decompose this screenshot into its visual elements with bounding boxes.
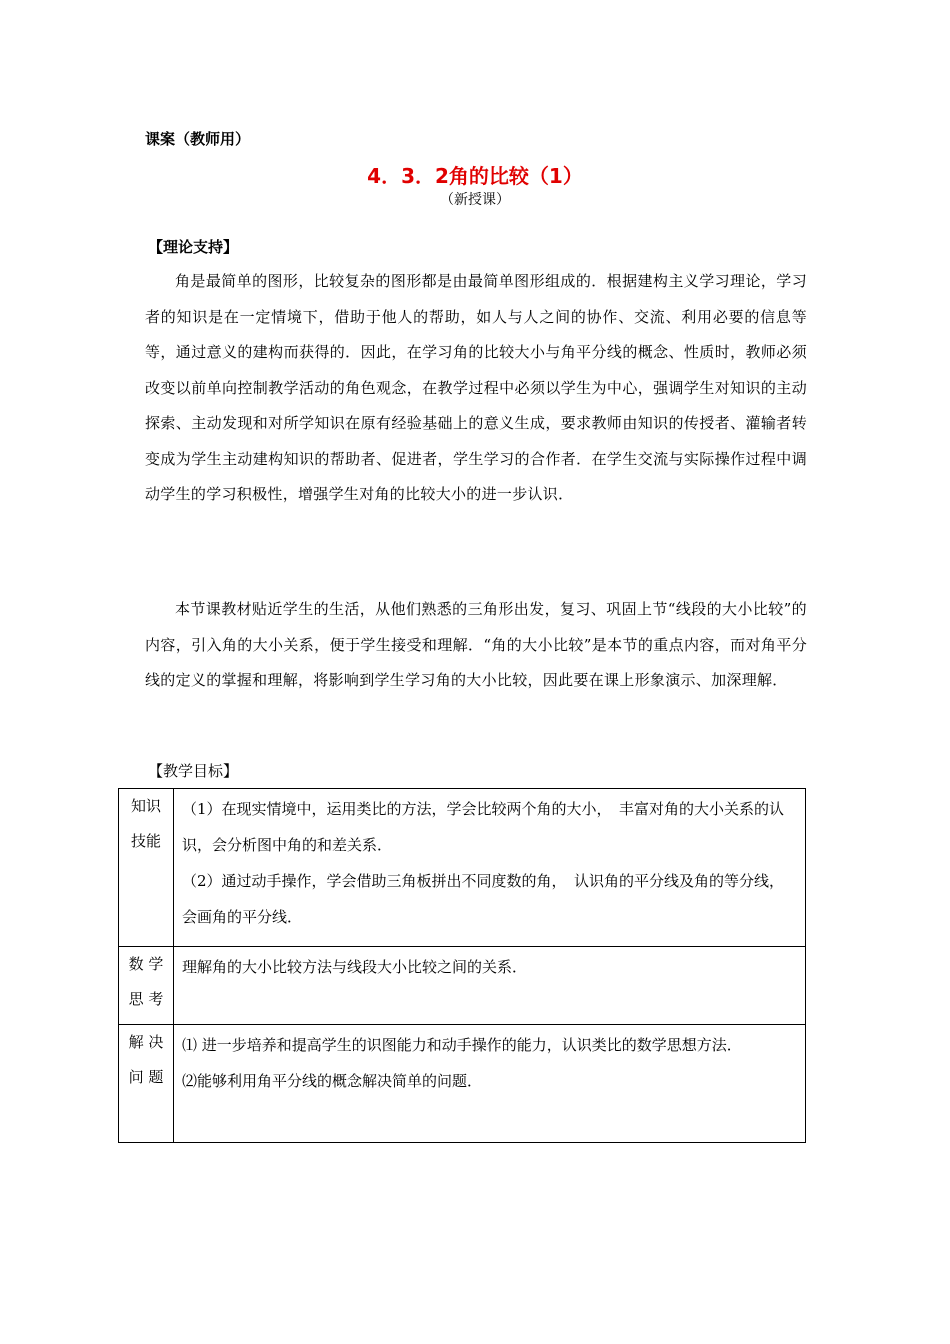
goals-item: （2）通过动手操作，学会借助三角板拼出不同度数的角， 认识角的平分线及角的等分线，会画角的平分线．	[182, 872, 785, 926]
goals-category-cell	[119, 789, 174, 947]
lesson-title: 4．3．2角的比较（1）	[367, 164, 583, 188]
goals-content-cell	[174, 1025, 806, 1143]
theory-heading: 【理论支持】	[148, 238, 239, 256]
goals-category-line: 知识	[130, 797, 161, 815]
goals-category-line: 思 考	[128, 990, 164, 1008]
goals-item: 理解角的大小比较方法与线段大小比较之间的关系．	[182, 958, 528, 976]
goals-category-cell	[119, 1025, 174, 1143]
goals-content-cell	[174, 789, 806, 947]
goals-row-knowledge	[119, 789, 806, 947]
goals-row-problem-solving	[119, 1025, 806, 1143]
goals-category-cell	[119, 947, 174, 1025]
goals-row-math-thinking	[119, 947, 806, 1025]
goals-content-cell	[174, 947, 806, 1025]
goals-item: ⑴ 进一步培养和提高学生的识图能力和动手操作的能力，认识类比的数学思想方法．	[182, 1036, 742, 1054]
theory-paragraph-2: 本节课教材贴近学生的生活，从他们熟悉的三角形出发，复习、巩固上节“线段的大小比较”的内容，引入角的大小关系，便于学生接受和理解．“角的大小比较”是本节的重点内容，而对角平分线的定义的掌握和理解，将影响到学生学习角的大小比较，因此要在课上形象演示、加深理解．	[145, 600, 807, 689]
goals-item: ⑵能够利用角平分线的概念解决简单的问题．	[182, 1072, 483, 1090]
goals-category-line: 问 题	[128, 1068, 164, 1086]
teaching-goals-table	[118, 788, 806, 1143]
goals-heading: 【教学目标】	[148, 762, 239, 780]
goals-category-line: 数 学	[128, 955, 164, 973]
lesson-type-label: 课案（教师用）	[145, 130, 251, 148]
lesson-subtitle: （新授课）	[440, 192, 510, 208]
goals-category-line: 技能	[130, 832, 161, 850]
theory-paragraph-1: 角是最简单的图形，比较复杂的图形都是由最简单图形组成的．根据建构主义学习理论，学习者的知识是在一定情境下，借助于他人的帮助，如人与人之间的协作、交流、利用必要的信息等等，通过意义的建构而获得的．因此，在学习角的比较大小与角平分线的概念、性质时，教师必须改变以前单向控制教学活动的角色观念，在教学过程中必须以学生为中心，强调学生对知识的主动探索、主动发现和对所学知识在原有经验基础上的意义生成，要求教师由知识的传授者、灌输者转变成为学生主动建构知识的帮助者、促进者，学生学习的合作者．在学生交流与实际操作过程中调动学生的学习积极性，增强学生对角的比较大小的进一步认识．	[145, 272, 807, 503]
goals-item: （1）在现实情境中，运用类比的方法，学会比较两个角的大小， 丰富对角的大小关系的认识，会分析图中角的和差关系．	[182, 800, 785, 854]
goals-category-line: 解 决	[128, 1033, 164, 1051]
